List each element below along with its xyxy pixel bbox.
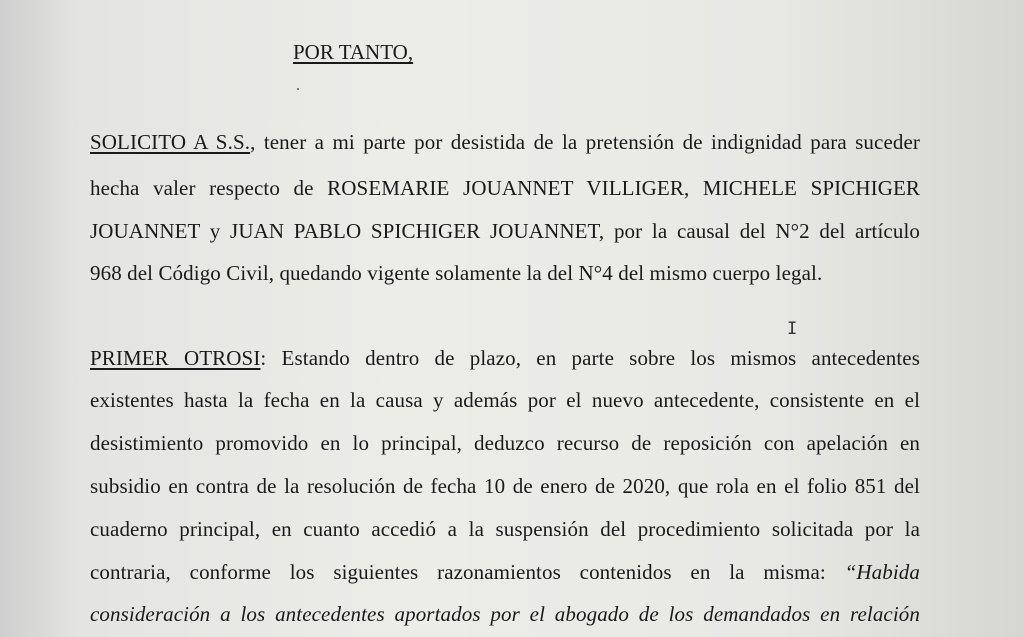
section1-heading: SOLICITO A S.S. [90,130,251,154]
section2-line-1 [90,346,920,371]
text-cursor-icon: I [787,319,798,339]
section2-line-2: existentes hasta la fecha en la causa y además por el nuevo antecedente, consistente en el [90,388,920,412]
section1-line-2: hecha valer respecto de ROSEMARIE JOUANNET VILLIGER, MICHELE SPICHIGER [90,176,920,200]
section2-quote-start: “Habida [844,560,920,584]
section1-line-1 [90,130,920,155]
document-title: POR TANTO, [293,40,414,64]
dust-speck [297,88,299,90]
section2-line-1-text: : Estando dentro de plazo, en parte sobre los mismos antecedentes [260,346,920,370]
section2-line-6-text: contraria, conforme los siguientes razonamientos contenidos en la misma: [90,560,845,584]
section2-line-5: cuaderno principal, en cuanto accedió a la suspensión del procedimiento solicitada por la [90,517,920,541]
section1-line-4: 968 del Código Civil, quedando vigente solamente la del N°4 del mismo cuerpo legal. [90,261,823,285]
section2-heading: PRIMER OTROSI [90,346,261,370]
section2-line-4: subsidio en contra de la resolución de fecha 10 de enero de 2020, que rola en el folio 851 del [90,474,920,498]
section2-line-7: consideración a los antecedentes aportados por el abogado de los demandados en relación [90,602,920,626]
section2-line-6 [90,560,920,585]
section2-line-3: desistimiento promovido en lo principal, deduzco recurso de reposición con apelación en [90,431,920,455]
section1-line-1-text: , tener a mi parte por desistida de la pretensión de indignidad para suceder [250,130,920,154]
section1-line-3: JOUANNET y JUAN PABLO SPICHIGER JOUANNET, por la causal del N°2 del artículo [90,219,920,243]
